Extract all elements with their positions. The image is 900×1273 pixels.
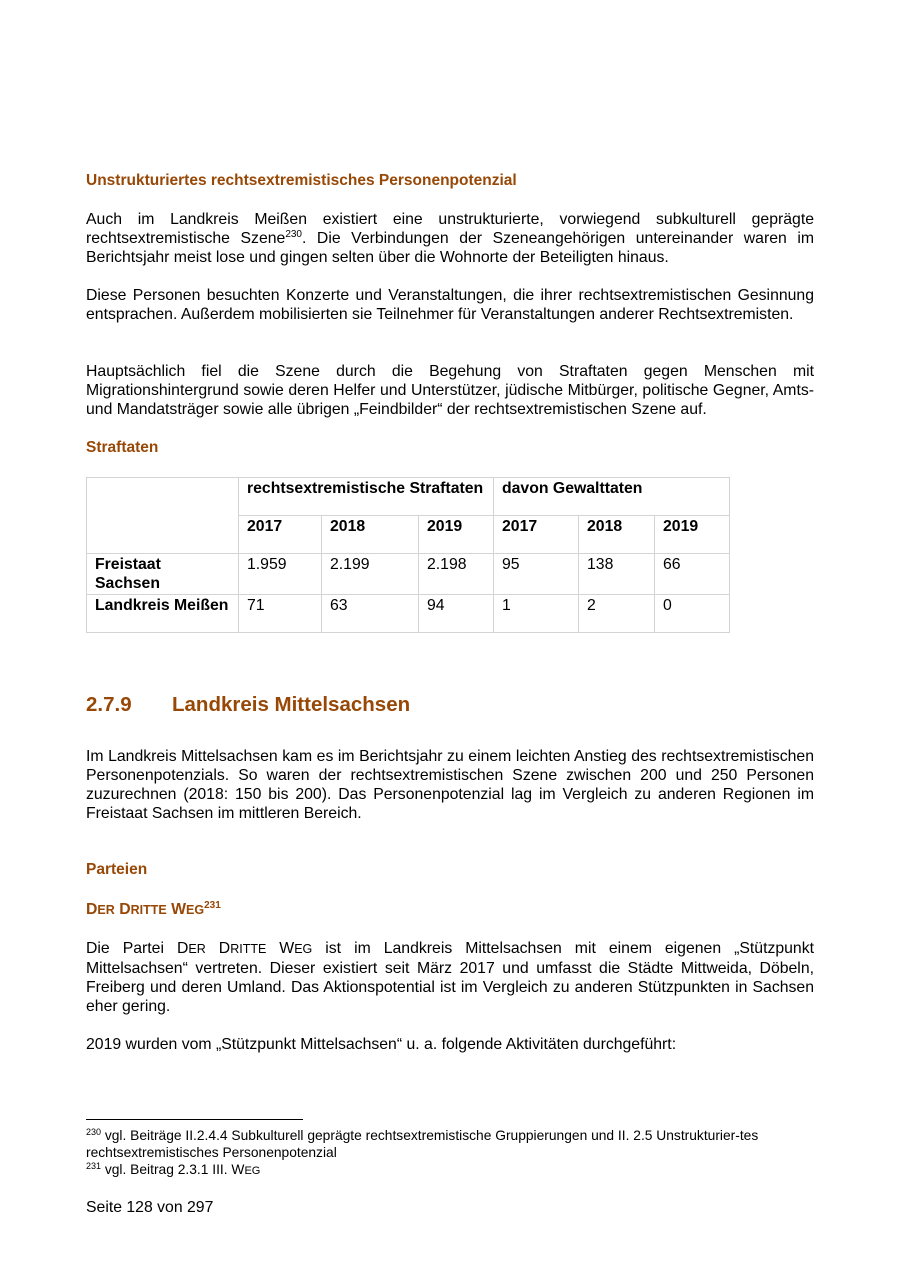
table-row-label: Landkreis Meißen	[87, 595, 239, 633]
paragraph-partei-text-start: Die Partei	[86, 940, 177, 957]
table-cell: 63	[322, 595, 419, 633]
section-heading-straftaten: Straftaten	[86, 439, 159, 456]
table-cell: 1	[494, 595, 579, 633]
table-cell: 94	[419, 595, 494, 633]
party-heading-letter: W	[171, 901, 187, 918]
footnote-letter: W	[231, 1162, 245, 1177]
party-name-letter: D	[176, 940, 189, 957]
party-name-smallcaps: RITTE	[230, 942, 267, 956]
chapter-number: 2.7.9	[86, 693, 132, 716]
footnote-230	[86, 1127, 814, 1161]
footnote-number: 230	[86, 1127, 102, 1137]
table-header-year: 2018	[322, 516, 419, 554]
table-cell: 95	[494, 554, 579, 595]
table-header-row-group	[87, 478, 730, 516]
table-header-year: 2019	[655, 516, 730, 554]
paragraph-szene-text-end: . Die Verbindungen der Szeneangehörigen untereinander waren im Berichtsjahr meist lose und gingen selten über die Wohnorte der Beteiligten hinaus.	[86, 230, 815, 266]
table-row-label: Freistaat Sachsen	[87, 554, 239, 595]
paragraph-aktivitaeten: 2019 wurden vom „Stützpunkt Mittelsachsen“ u. a. folgende Aktivitäten durchgeführt:	[86, 1036, 677, 1053]
footnote-smallcaps: EG	[244, 1165, 261, 1177]
footnote-ref-231: 231	[204, 900, 221, 911]
chapter-title: Landkreis Mittelsachsen	[172, 693, 411, 716]
party-heading-smallcaps: RITTE	[130, 903, 167, 917]
party-heading-der-dritte-weg	[86, 901, 221, 919]
table-cell: 2.199	[322, 554, 419, 595]
straftaten-table	[86, 477, 730, 633]
section-heading-parteien: Parteien	[86, 861, 148, 878]
table-row	[87, 554, 730, 595]
footnote-separator	[86, 1119, 303, 1120]
table-cell: 0	[655, 595, 730, 633]
table-header-gewalttaten: davon Gewalttaten	[494, 478, 730, 516]
paragraph-szene	[86, 210, 814, 267]
table-cell: 2	[579, 595, 655, 633]
table-header-rechtsextremistische-straftaten: rechtsextremistische Straftaten	[239, 478, 494, 516]
document-page	[86, 0, 814, 1273]
table-cell: 66	[655, 554, 730, 595]
party-name-letter: W	[279, 940, 295, 957]
party-name-smallcaps: ER	[188, 942, 206, 956]
table-header-year: 2018	[579, 516, 655, 554]
footnote-number: 231	[86, 1161, 102, 1171]
paragraph-partei-text-end: ist im Landkreis Mittelsachsen mit einem eigenen „Stützpunkt Mittelsachsen“ vertreten. Dieser existiert seit März 2017 und umfasst die Städte Mittweida, Döbeln, Freiberg und deren Umland. Das Aktionspotential ist im Vergleich zu anderen Stützpunkten in Sachsen eher gering.	[86, 940, 815, 1015]
paragraph-konzerte: Diese Personen besuchten Konzerte und Veranstaltungen, die ihrer rechtsextremistischen Gesinnung entsprachen. Außerdem mobilisierten sie Teilnehmer für Veranstaltungen anderer Rechtsextremisten.	[86, 287, 814, 323]
paragraph-mittelsachsen: Im Landkreis Mittelsachsen kam es im Berichtsjahr zu einem leichten Anstieg des rechtsextremistischen Personenpotenzials. So waren der rechtsextremistischen Szene zwischen 200 und 250 Personen zuzurechnen (2018: 150 bis 200). Das Personenpotenzial lag im Vergleich zu anderen Regionen im Freistaat Sachsen im mittleren Bereich.	[86, 748, 814, 822]
table-row	[87, 595, 730, 633]
table-header-year: 2017	[239, 516, 322, 554]
paragraph-straftaten-szene: Hauptsächlich fiel die Szene durch die Begehung von Straftaten gegen Menschen mit Migrationshintergrund sowie deren Helfer und Unterstützer, jüdische Mitbürger, politische Gegner, Amts- und Mandatsträger sowie alle übrigen „Feindbilder“ der rechtsextremistischen Szene auf.	[86, 363, 814, 418]
footnote-231	[86, 1161, 814, 1180]
section-heading-personenpotenzial: Unstrukturiertes rechtsextremistisches Personenpotenzial	[86, 172, 517, 189]
party-heading-smallcaps: EG	[186, 903, 205, 917]
table-cell: 71	[239, 595, 322, 633]
footnote-ref-230: 230	[285, 229, 302, 240]
table-cell: 138	[579, 554, 655, 595]
party-heading-letter: D	[119, 901, 131, 918]
party-name-smallcaps: EG	[294, 942, 313, 956]
footnote-text: vgl. Beiträge II.2.4.4 Subkulturell geprägte rechtsextremistische Gruppierungen und II. 2.5 Unstrukturier-tes rechtsextremistisches Personenpotenzial	[86, 1128, 759, 1160]
party-name-letter: D	[218, 940, 231, 957]
paragraph-partei	[86, 939, 814, 1016]
chapter-heading-mittelsachsen	[86, 693, 410, 717]
paragraph-szene-text-start: Auch im Landkreis Meißen existiert eine unstrukturierte, vorwiegend subkulturell geprägte rechtsextremistische Szene	[86, 211, 814, 247]
party-heading-smallcaps: ER	[97, 903, 115, 917]
page-number: Seite 128 von 297	[86, 1199, 214, 1216]
table-corner-cell	[87, 478, 239, 554]
party-heading-letter: D	[86, 901, 98, 918]
table-header-year: 2017	[494, 516, 579, 554]
table-cell: 1.959	[239, 554, 322, 595]
table-cell: 2.198	[419, 554, 494, 595]
footnote-text: vgl. Beitrag 2.3.1 III.	[101, 1162, 232, 1177]
table-header-year: 2019	[419, 516, 494, 554]
